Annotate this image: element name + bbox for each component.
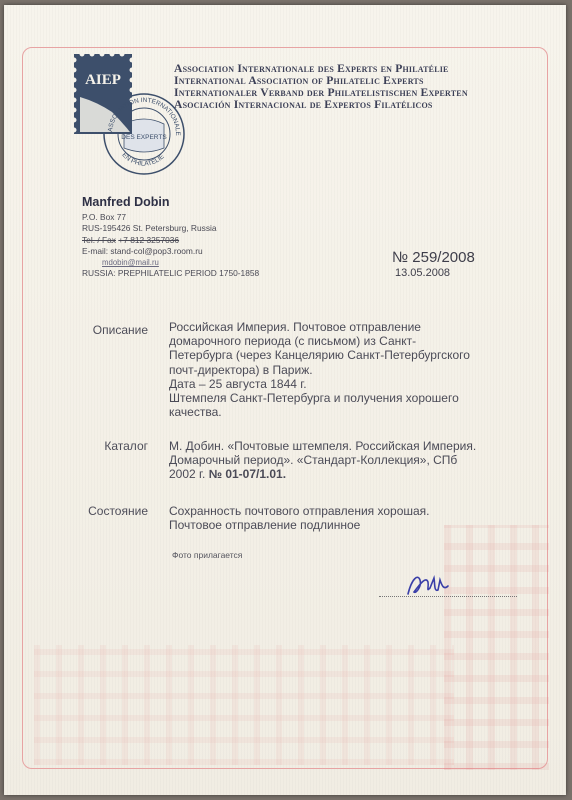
catalog-label: Каталог (104, 439, 148, 453)
certificate-number: № 259/2008 (392, 249, 475, 266)
phone-label-struck: Tel. / Fax (82, 234, 116, 245)
catalog-number: № 01-07/1.01. (208, 467, 287, 482)
description-line: почт-директора) в Париж. (169, 362, 313, 377)
catalog-line (169, 467, 539, 481)
description-line: домарочного периода (с письмом) из Санкт- (169, 334, 417, 349)
description-text (169, 320, 539, 419)
sender-po-box: P.O. Box 77 (82, 212, 127, 222)
phone-number: +7 812 3257036 (118, 234, 180, 245)
condition-label: Состояние (88, 504, 148, 518)
condition-line: Сохранность почтового отправления хорошая. (169, 504, 430, 518)
sender-name: Manfred Dobin (82, 195, 170, 209)
security-pattern-bottom (34, 645, 454, 765)
sender-phone (82, 235, 259, 246)
catalog-text (169, 439, 539, 482)
condition-line: Почтовое отправление подлинное (169, 518, 361, 533)
catalog-line: М. Добин. «Почтовые штемпеля. Российская Империя. (169, 439, 477, 453)
catalog-year: 2002 г. (169, 467, 206, 482)
seal-text-bottom: EN PHILATELIE (120, 151, 166, 168)
assoc-line-es: Asociación Internacional de Expertos Filatélicos (174, 98, 433, 111)
assoc-line-fr: Association Internationale des Experts en Philatélie (174, 62, 449, 75)
description-line: Дата – 25 августа 1844 г. (169, 376, 307, 391)
description-line: Петербурга (через Канцелярию Санкт-Петербургского (169, 348, 470, 363)
sender-block (82, 195, 259, 280)
catalog-line: Домарочный период». «Стандарт-Коллекция», СПб (169, 453, 458, 468)
security-pattern (444, 525, 549, 770)
certificate-sheet (4, 5, 566, 795)
condition-text (169, 504, 539, 532)
assoc-line-en: International Association of Philatelic Experts (174, 74, 424, 87)
sender-email-2: mdobin@mail.ru (102, 258, 159, 268)
certificate-date: 13.05.2008 (395, 267, 451, 279)
description-line: качества. (169, 405, 222, 420)
sender-city: RUS-195426 St. Petersburg, Russia (82, 223, 217, 234)
seal-text-top: ASSOCIATION INTERNATIONALE (107, 96, 182, 136)
signature-line (379, 596, 517, 597)
seal-text-mid: DES EXPERTS (121, 134, 167, 141)
sender-period: RUSSIA: PREPHILATELIC PERIOD 1750-1858 (82, 268, 260, 279)
association-names (174, 63, 468, 111)
description-line: Штемпеля Санкт-Петербурга и получения хорошего (169, 391, 459, 406)
logo-text: AIEP (85, 72, 121, 88)
description-label: Описание (92, 323, 148, 337)
sender-email: E-mail: stand-col@pop3.room.ru (82, 245, 203, 256)
assoc-line-de: Internationaler Verband der Philatelistischen Experten (174, 86, 468, 99)
description-line: Российская Империя. Почтовое отправление (169, 320, 421, 334)
photo-note: Фото прилагается (172, 550, 243, 560)
